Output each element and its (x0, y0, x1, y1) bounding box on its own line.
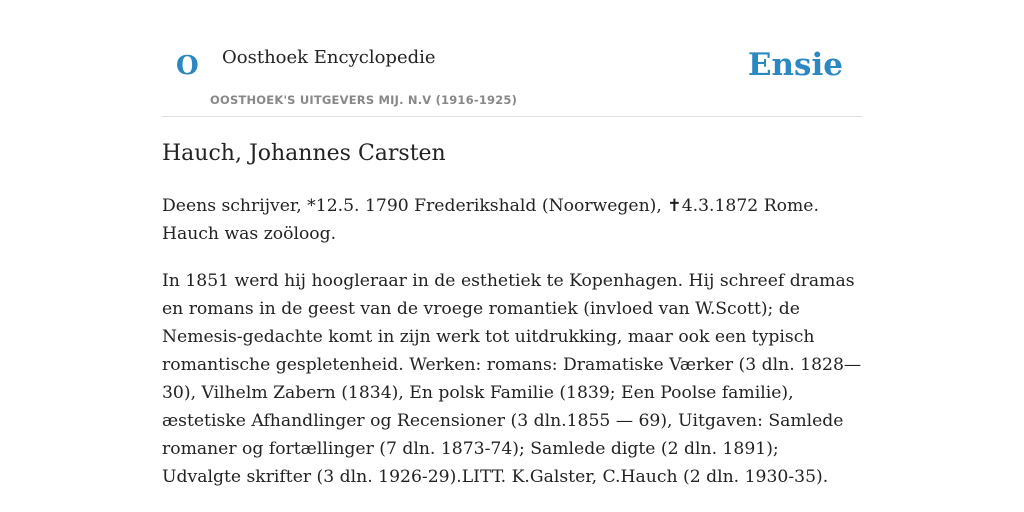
site-header (162, 0, 862, 117)
article (162, 136, 862, 491)
brand-logo-link[interactable]: Ensie (747, 47, 843, 83)
source-title[interactable]: Oosthoek Encyclopedie (222, 47, 436, 68)
article-paragraph: Deens schrijver, *12.5. 1790 Frederikshald (Noorwegen), ✝4.3.1872 Rome. Hauch was zoöloog. (162, 196, 819, 244)
article-title: Hauch, Johannes Carsten (162, 141, 446, 166)
source-subtitle: OOSTHOEK'S UITGEVERS MIJ. N.V (1916-1925) (210, 93, 518, 107)
source-logo[interactable]: O (176, 51, 199, 81)
article-paragraph: In 1851 werd hij hoogleraar in de esthetiek te Kopenhagen. Hij schreef dramas en romans in de geest van de vroege romantiek (invloed van W.Scott); de Nemesis-gedachte komt in zijn werk tot uitdrukking, maar ook een typisch romantische gespletenheid. Werken: romans: Dramatiske Værker (3 dln. 1828—30), Vilhelm Zabern (1834), En polsk Familie (1839; Een Poolse familie), æstetiske Afhandlinger og Recensioner (3 dln.1855 — 69), Uitgaven: Samlede romaner og fortællinger (7 dln. 1873-74); Samlede digte (2 dln. 1891); Udvalgte skrifter (3 dln. 1926-29).LITT. K.Galster, C.Hauch (2 dln. 1930-35). (162, 271, 862, 487)
